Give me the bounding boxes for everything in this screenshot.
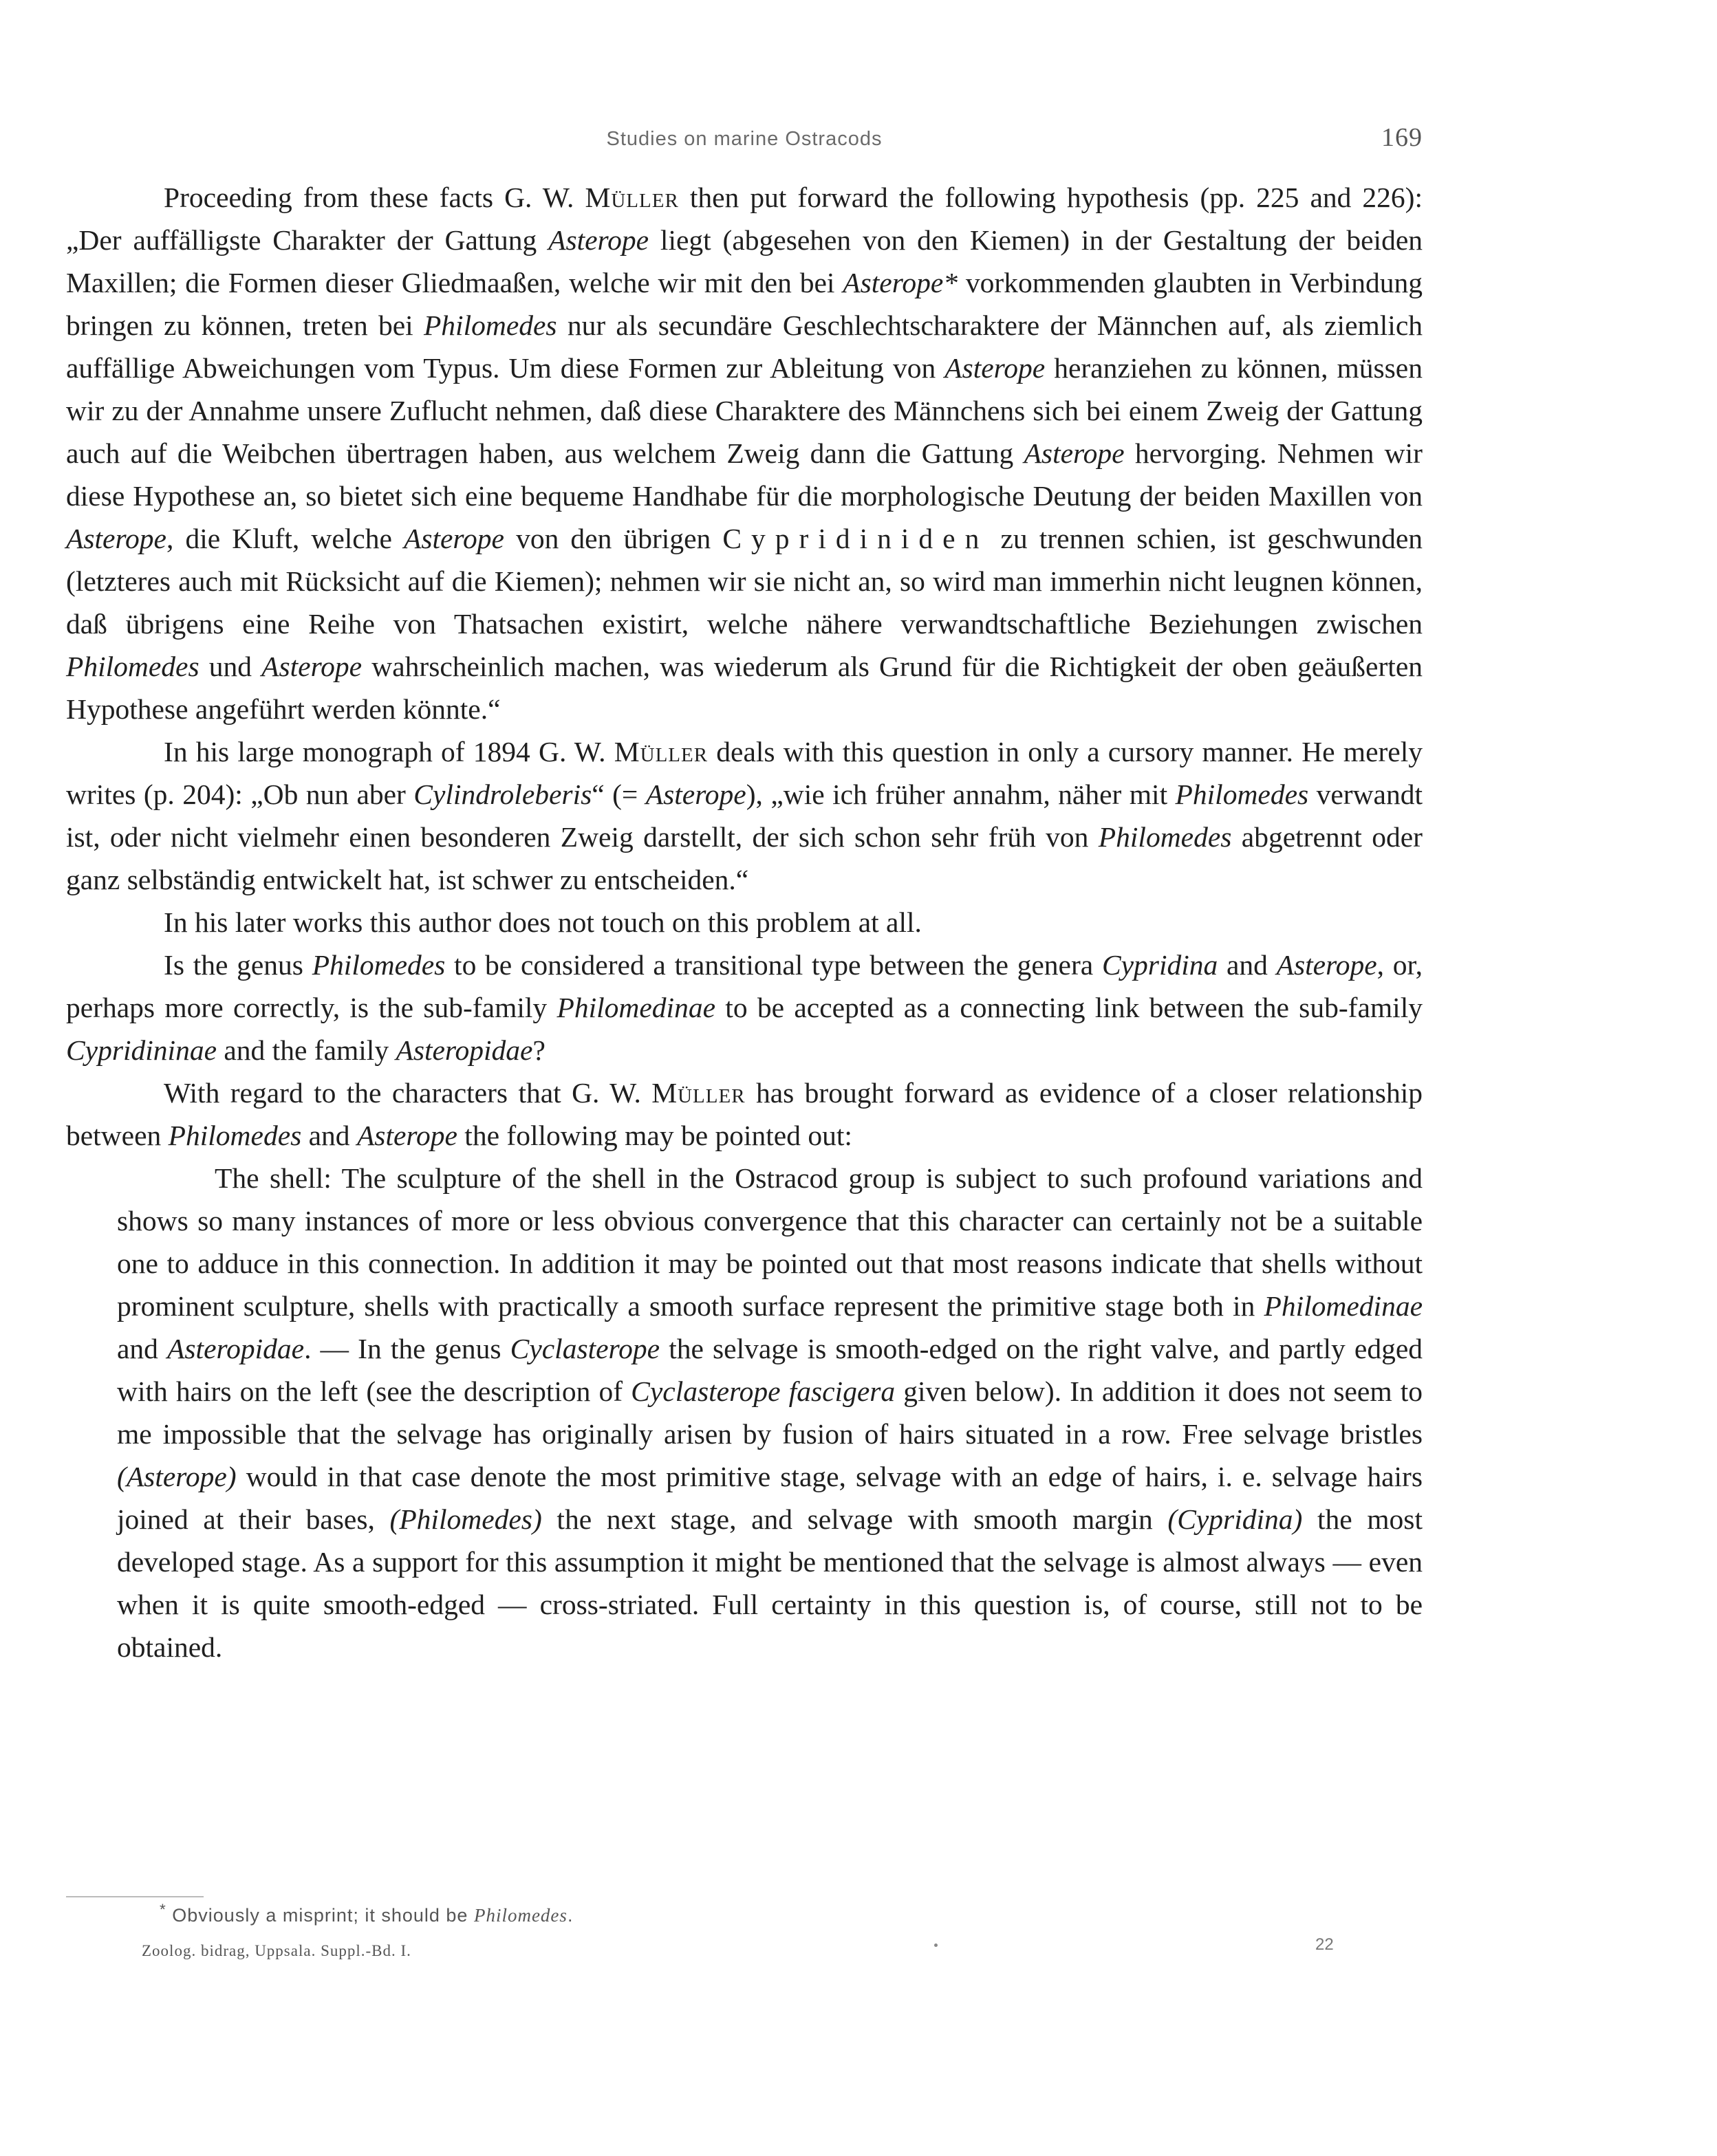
text-run: “ (=	[592, 778, 646, 810]
text-run: nur als secundäre Geschlechtscharaktere der Männchen auf, als ziemlich auffällige Abweichungen vom Typus. Um diese Formen zur Ableitung von	[66, 309, 1423, 384]
paragraph	[66, 901, 1423, 944]
text-run: liegt (abgesehen von den Kiemen) in der Gestaltung der beiden Maxillen; die Formen dieser Gliedmaaßen, welche wir mit den bei	[66, 224, 1423, 298]
italic-term: Asterope	[1276, 949, 1377, 981]
text-run: hervorging. Nehmen wir diese Hypothese an, so bietet sich eine bequeme Handhabe für die morphologische Deutung der beiden Maxillen von	[66, 437, 1423, 512]
italic-term: Philomedes	[168, 1120, 302, 1151]
italic-term: Philomedinae	[557, 992, 715, 1023]
italic-term: (Asterope)	[117, 1461, 237, 1492]
italic-term: Philomedes	[1098, 821, 1232, 853]
running-head	[66, 122, 1423, 157]
text-run: wahrscheinlich machen, was wiederum als Grund für die Richtigkeit der oben geäußerten Hypothese angeführt werden könnte.“	[66, 651, 1423, 725]
text-run: the next stage, and selvage with smooth margin	[541, 1503, 1168, 1535]
text-run: Is the genus	[164, 949, 312, 981]
paragraph	[117, 1157, 1423, 1668]
paragraph	[66, 730, 1423, 901]
footnote	[160, 1901, 573, 1926]
italic-term: Philomedes	[66, 651, 199, 682]
italic-term: Philomedes	[423, 309, 557, 341]
text-run: , die Kluft, welche	[166, 523, 404, 554]
italic-term: Asterope	[261, 651, 363, 682]
italic-term: Asterope	[1024, 437, 1125, 469]
sheet-mark: 22	[1315, 1935, 1334, 1954]
text-run: and	[117, 1333, 168, 1364]
italic-term: Asteropidae	[167, 1333, 305, 1364]
text-run: ?	[532, 1034, 546, 1066]
footnote-end: .	[567, 1905, 574, 1926]
text-run: the selvage is smooth-edged on the right valve, and partly edged with hairs on the left (see the description of	[117, 1333, 1423, 1407]
paragraph	[66, 1071, 1423, 1157]
italic-term: Asterope*	[843, 267, 958, 298]
text-run: to be considered a transitional type between the genera	[445, 949, 1102, 981]
italic-term: Cypridina	[1101, 949, 1218, 981]
paragraph	[66, 944, 1423, 1071]
text-run: In his large monograph of 1894 G. W.	[164, 736, 614, 767]
author-name: Müller	[585, 182, 679, 213]
text-run: von den übrigen	[504, 523, 723, 554]
text-run: zu trennen schien, ist geschwunden (letzteres auch mit Rücksicht auf die Kiemen); nehmen wir sie nicht an, so wird man immerhin nicht leugnen können, daß übrigens eine Reihe von Thatsachen existirt, welche nähere verwandtschaftliche Beziehungen zwischen	[66, 523, 1423, 640]
italic-term: Cylindroleberis	[413, 778, 592, 810]
text-run: to be accepted as a connecting link between the sub-family	[715, 992, 1423, 1023]
italic-term: Asterope	[645, 778, 746, 810]
italic-term: Cyclasterope	[510, 1333, 660, 1364]
text-run: . — In the genus	[304, 1333, 510, 1364]
italic-term: Cypridininae	[66, 1034, 217, 1066]
italic-term: Asterope	[356, 1120, 457, 1151]
text-run: In his later works this author does not touch on this problem at all.	[164, 906, 922, 938]
printer-signature: Zoolog. bidrag, Uppsala. Suppl.-Bd. I.	[142, 1942, 411, 1959]
italic-term: Philomedinae	[1264, 1290, 1423, 1322]
italic-term: Asterope	[403, 523, 504, 554]
italic-term: Cyclasterope fascigera	[631, 1375, 896, 1407]
text-run: With regard to the characters that G. W.	[164, 1077, 652, 1109]
page-number: 169	[1381, 123, 1423, 152]
italic-term: (Philomedes)	[389, 1503, 542, 1535]
text-run: and	[1218, 949, 1277, 981]
text-run: heranziehen zu können, müssen wir zu der Annahme unsere Zuflucht nehmen, daß diese Charaktere des Männchens sich bei einem Zweig der Gattung auch auf die Weibchen übertragen haben, aus welchem Zweig dann die Gattung	[66, 352, 1423, 469]
running-title: Studies on marine Ostracods	[606, 128, 883, 150]
footnote-rule	[66, 1896, 204, 1897]
text-run: Proceeding from these facts G. W.	[164, 182, 585, 213]
author-name: Müller	[614, 736, 709, 767]
paragraph	[66, 176, 1423, 730]
text-run: ), „wie ich früher annahm, näher mit	[746, 778, 1176, 810]
text-run: and	[301, 1120, 357, 1151]
italic-term: Philomedes	[312, 949, 446, 981]
text-run: und	[199, 651, 262, 682]
print-dot	[934, 1943, 938, 1947]
text-run: vorkommenden glaubten in Verbindung bringen zu können, treten bei	[66, 267, 1423, 341]
text-run: would in that case denote the most primitive stage, selvage with an edge of hairs, i. e. selvage hairs joined at their bases,	[117, 1461, 1423, 1535]
text-run: The shell: The sculpture of the shell in the Ostracod group is subject to such profound variations and shows so many instances of more or less obvious convergence that this character can certainly not be a suitable one to adduce in this connection. In addition it may be pointed out that most reasons indicate that shells without prominent sculpture, shells with practically a smooth surface represent the primitive stage both in	[117, 1162, 1423, 1322]
text-run: and the family	[217, 1034, 396, 1066]
text-run: given below). In addition it does not seem to me impossible that the selvage has originally arisen by fusion of hairs situated in a row. Free selvage bristles	[117, 1375, 1423, 1450]
footnote-marker: *	[160, 1901, 166, 1918]
text-run: then put forward the following hypothesis (pp. 225 and 226): „Der auffälligste Charakter der Gattung	[66, 182, 1423, 256]
italic-term: Philomedes	[1175, 778, 1309, 810]
text-run: abgetrennt oder ganz selbständig entwickelt hat, ist schwer zu entscheiden.“	[66, 821, 1423, 895]
footnote-text: Obviously a misprint; it should be	[166, 1905, 474, 1926]
body-text	[66, 176, 1423, 1668]
text-run: the most developed stage. As a support for this assumption it might be mentioned that the selvage is almost always — even when it is quite smooth-edged — cross-striated. Full certainty in this question is, of course, still not to be obtained.	[117, 1503, 1423, 1663]
italic-term: Asterope	[548, 224, 649, 256]
italic-term: Asterope	[66, 523, 166, 554]
italic-term: (Cypridina)	[1167, 1503, 1303, 1535]
italic-term: Asteropidae	[396, 1034, 533, 1066]
author-name: Müller	[651, 1077, 746, 1109]
italic-term: Asterope	[944, 352, 1046, 384]
text-run: has brought forward as evidence of a closer relationship between	[66, 1077, 1423, 1151]
spaced-term: Cypridiniden	[722, 523, 989, 554]
text-run: verwandt ist, oder nicht vielmehr einen besonderen Zweig darstellt, der sich schon sehr früh von	[66, 778, 1423, 853]
text-run: deals with this question in only a cursory manner. He merely writes (p. 204): „Ob nun aber	[66, 736, 1423, 810]
text-run: , or, perhaps more correctly, is the sub-family	[66, 949, 1423, 1023]
footnote-italic: Philomedes	[473, 1905, 568, 1926]
text-run: the following may be pointed out:	[457, 1120, 852, 1151]
